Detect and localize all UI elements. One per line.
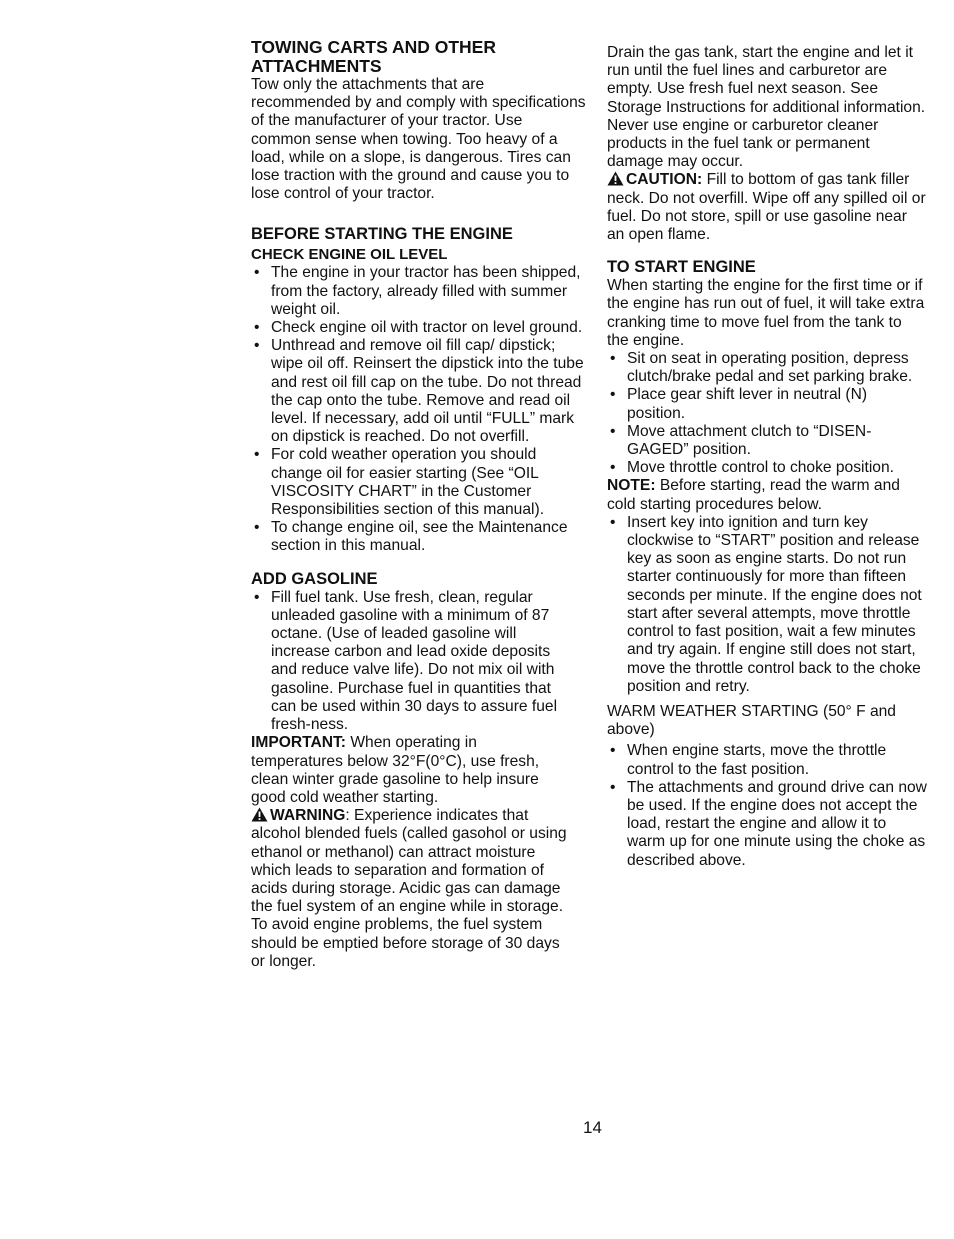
warning-text: : Experience indicates that alcohol blended fuels (called gasohol or using ethanol or methanol) can attract moisture which leads to separation and formation of acids during storage. Acidic gas can damage the fuel system of an engine while in storage. To avoid engine problems, the fuel system should be emptied before storage of 30 days or longer. [251, 807, 567, 970]
add-gasoline-list [251, 589, 573, 735]
check-oil-heading: CHECK ENGINE OIL LEVEL [251, 246, 448, 264]
warning-icon [251, 807, 268, 822]
to-start-intro: When starting the engine for the first time or if the engine has run out of fuel, it will take extra cranking time to move fuel from the tank to the engine. [607, 277, 925, 349]
drain-paragraph: Drain the gas tank, start the engine and let it run until the fuel lines and carburetor are empty. Use fresh fuel next season. See Storage Instructions for additional information. Never use engine or carburetor cleaner products in the fuel tank or permanent damage may occur. [607, 44, 926, 171]
caution-label: CAUTION: [626, 171, 703, 189]
list-item: • To change engine oil, see the Maintenance section in this manual. [251, 519, 586, 555]
note-paragraph [607, 477, 927, 513]
list-item: • When engine starts, move the throttle control to the fast position. [607, 742, 927, 778]
right-column [607, 44, 927, 870]
check-oil-list [251, 264, 586, 555]
start-steps-list [607, 350, 927, 477]
towing-body: Tow only the attachments that are recommended by and comply with specifications of the manufacturer of your tractor. Use common sense when towing. Too heavy of a load, while on a slope, is dangerous. Tires can lose traction with the ground and cause you to lose control of your tractor. [251, 76, 586, 203]
list-item: • Place gear shift lever in neutral (N) position. [607, 386, 927, 422]
ignition-list [607, 514, 927, 696]
add-gasoline-heading: ADD GASOLINE [251, 569, 378, 588]
before-starting-heading: BEFORE STARTING THE ENGINE [251, 225, 513, 244]
list-item: • Insert key into ignition and turn key clockwise to “START” position and release key as soon as engine starts. Do not run starter continuously for more than fifteen seconds per minute. If the engine does not start after several attempts, move throttle control to fast position, wait a few minutes and try again. If engine still does not start, move the throttle control back to the choke position and retry. [607, 514, 927, 696]
list-item: • Move throttle control to choke position. [607, 459, 927, 477]
caution-icon [607, 171, 624, 186]
warning-paragraph [251, 807, 576, 971]
list-item: • Move attachment clutch to “DISEN-GAGED” position. [607, 423, 927, 459]
list-item: • Unthread and remove oil fill cap/ dipstick; wipe oil off. Reinsert the dipstick into the tube and rest oil fill cap on the tube. Do not thread the cap onto the tube. Remove and read oil level. If necessary, add oil until “FULL” mark on dipstick is reached. Do not overfill. [251, 337, 586, 446]
warm-weather-heading: WARM WEATHER STARTING (50° F and above) [607, 702, 896, 739]
list-item: • Fill fuel tank. Use fresh, clean, regular unleaded gasoline with a minimum of 87 octane. (Use of leaded gasoline will increase carbon and lead oxide deposits and reduce valve life). Do not mix oil with gasoline. Purchase fuel in quantities that can be used within 30 days to assure fuel fresh-ness. [251, 589, 573, 735]
list-item: • Check engine oil with tractor on level ground. [251, 319, 586, 337]
warm-weather-list [607, 742, 927, 869]
caution-paragraph [607, 171, 927, 244]
warning-label: WARNING [270, 807, 346, 825]
left-column [251, 38, 586, 971]
note-label: NOTE: [607, 477, 656, 495]
list-item: • Sit on seat in operating position, depress clutch/brake pedal and set parking brake. [607, 350, 927, 386]
list-item: • For cold weather operation you should change oil for easier starting (See “OIL VISCOSITY CHART” in the Customer Responsibilities section of this manual). [251, 446, 586, 519]
caution-text: Fill to bottom of gas tank filler neck. Do not overfill. Wipe off any spilled oil or fuel. Do not store, spill or use gasoline near an open flame. [607, 171, 926, 244]
important-label: IMPORTANT: [251, 734, 346, 752]
important-text: When operating in temperatures below 32°F(0°C), use fresh, clean winter grade gasoline to help insure good cold weather starting. [251, 734, 540, 806]
to-start-heading: TO START ENGINE [607, 258, 756, 277]
towing-heading: TOWING CARTS AND OTHER ATTACHMENTS [251, 37, 496, 76]
list-item: • The engine in your tractor has been shipped, from the factory, already filled with summer weight oil. [251, 264, 586, 319]
important-paragraph [251, 734, 561, 807]
note-text: Before starting, read the warm and cold starting procedures below. [607, 477, 900, 513]
page-number: 14 [583, 1118, 602, 1137]
list-item: • The attachments and ground drive can now be used. If the engine does not accept the load, restart the engine and allow it to warm up for one minute using the choke as described above. [607, 779, 927, 870]
